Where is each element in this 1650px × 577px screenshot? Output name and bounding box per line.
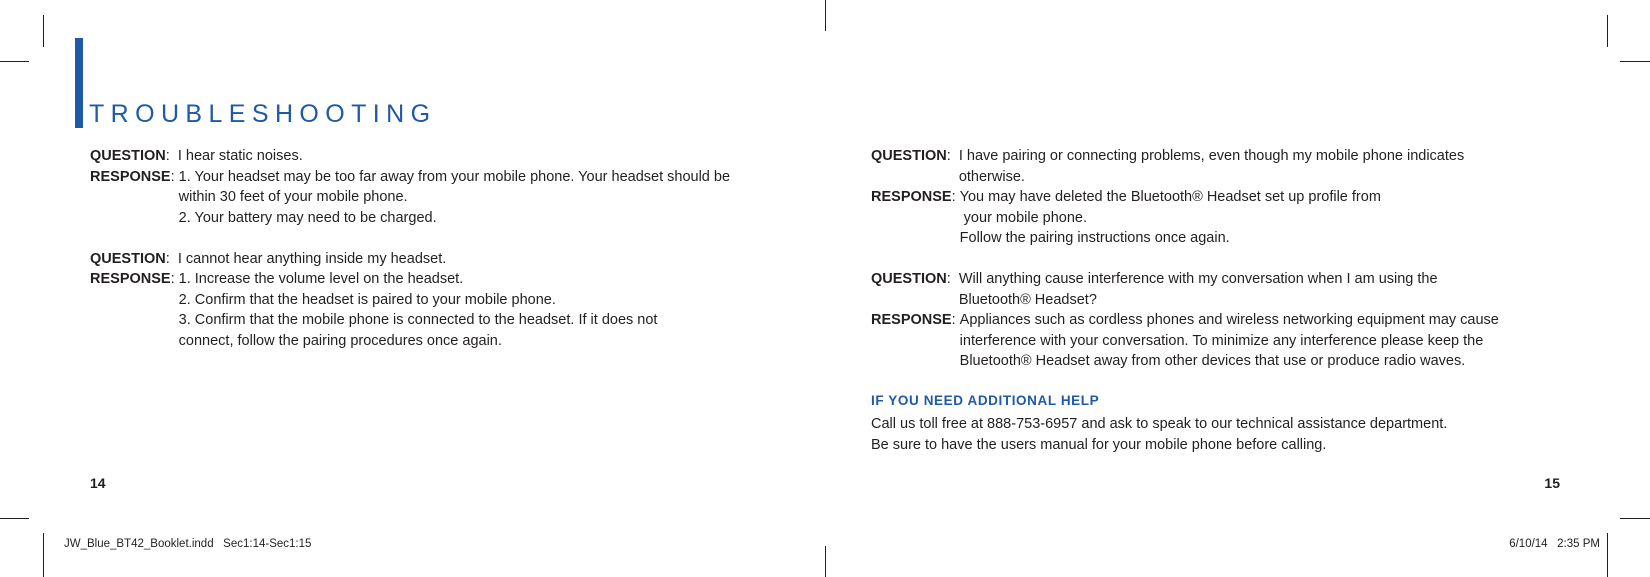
crop-mark [825, 0, 826, 31]
page-number: 15 [1544, 475, 1560, 491]
page-number: 14 [90, 475, 106, 491]
response-text: Appliances such as cordless phones and wireless networking equipment may cause interference with your conversation. To minimize any interference please keep the Bluetooth® Headset away from other devices that use or produce radio waves. [959, 312, 1499, 369]
accent-bar [75, 38, 83, 128]
help-line: Call us toll free at 888-753-6957 and ask to speak to our technical assistance department. [871, 416, 1448, 432]
question-text: I cannot hear anything inside my headset. [177, 250, 447, 267]
crop-mark [0, 61, 29, 62]
response-label: RESPONSE [90, 168, 171, 185]
help-text [871, 414, 1447, 455]
question-row: QUESTION : Will anything cause interference with my conversation when I am using the Bluetooth® Headset? [871, 269, 1499, 310]
crop-mark [43, 533, 44, 577]
question-label: QUESTION [90, 250, 166, 267]
crop-mark [0, 518, 29, 519]
crop-mark [1620, 61, 1650, 62]
question-row: QUESTION : I have pairing or connecting problems, even though my mobile phone indicates otherwise. [871, 146, 1499, 187]
response-text: 1. Increase the volume level on the headset. 2. Confirm that the headset is paired to your mobile phone. 3. Confirm that the mobile phone is connected to the headset. If it does not connect, follow the pairing procedures once again. [178, 271, 658, 349]
response-row: RESPONSE : Appliances such as cordless phones and wireless networking equipment may cause interference with your conversation. To minimize any interference please keep the Bluetooth® Headset away from other devices that use or produce radio waves. [871, 310, 1499, 372]
response-row: RESPONSE : You may have deleted the Bluetooth® Headset set up profile from your mobile phone. Follow the pairing instructions once again. [871, 187, 1499, 249]
left-qa-block [90, 146, 730, 351]
response-label: RESPONSE [871, 312, 952, 328]
question-row: QUESTION : I hear static noises. [90, 146, 730, 167]
response-label: RESPONSE [90, 271, 171, 287]
question-text: Will anything cause interference with my conversation when I am using the Bluetooth® Headset? [958, 271, 1438, 308]
question-label: QUESTION [871, 148, 947, 164]
question-text: I hear static noises. [177, 148, 303, 164]
crop-mark [1607, 15, 1608, 47]
question-label: QUESTION [90, 148, 166, 164]
crop-mark [825, 546, 826, 577]
right-qa-block [871, 146, 1499, 372]
response-label: RESPONSE [871, 189, 952, 205]
section-title: TROUBLESHOOTING [89, 100, 437, 128]
crop-mark [1607, 533, 1608, 577]
help-heading: IF YOU NEED ADDITIONAL HELP [871, 393, 1100, 408]
crop-mark [1620, 518, 1650, 519]
help-line: Be sure to have the users manual for your mobile phone before calling. [871, 436, 1327, 453]
response-text: You may have deleted the Bluetooth® Headset set up profile from your mobile phone. Follow the pairing instructions once again. [959, 189, 1381, 246]
response-row: RESPONSE : 1. Your headset may be too far away from your mobile phone. Your headset should be within 30 feet of your mobile phone. 2. Your battery may need to be charged. [90, 167, 730, 229]
response-row: RESPONSE : 1. Increase the volume level on the headset. 2. Confirm that the headset is paired to your mobile phone. 3. Confirm that the mobile phone is connected to the headset. If it does not connect, follow the pairing procedures once again. [90, 269, 730, 351]
response-text: 1. Your headset may be too far away from your mobile phone. Your headset should be within 30 feet of your mobile phone. 2. Your battery may need to be charged. [178, 168, 731, 226]
slug-timestamp: 6/10/14 2:35 PM [1509, 538, 1600, 550]
crop-mark [43, 15, 44, 47]
question-text: I have pairing or connecting problems, even though my mobile phone indicates otherwise. [958, 148, 1465, 185]
slug-file: JW_Blue_BT42_Booklet.indd Sec1:14-Sec1:15 [64, 538, 312, 550]
question-label: QUESTION [871, 271, 947, 287]
question-row: QUESTION : I cannot hear anything inside my headset. [90, 249, 730, 270]
